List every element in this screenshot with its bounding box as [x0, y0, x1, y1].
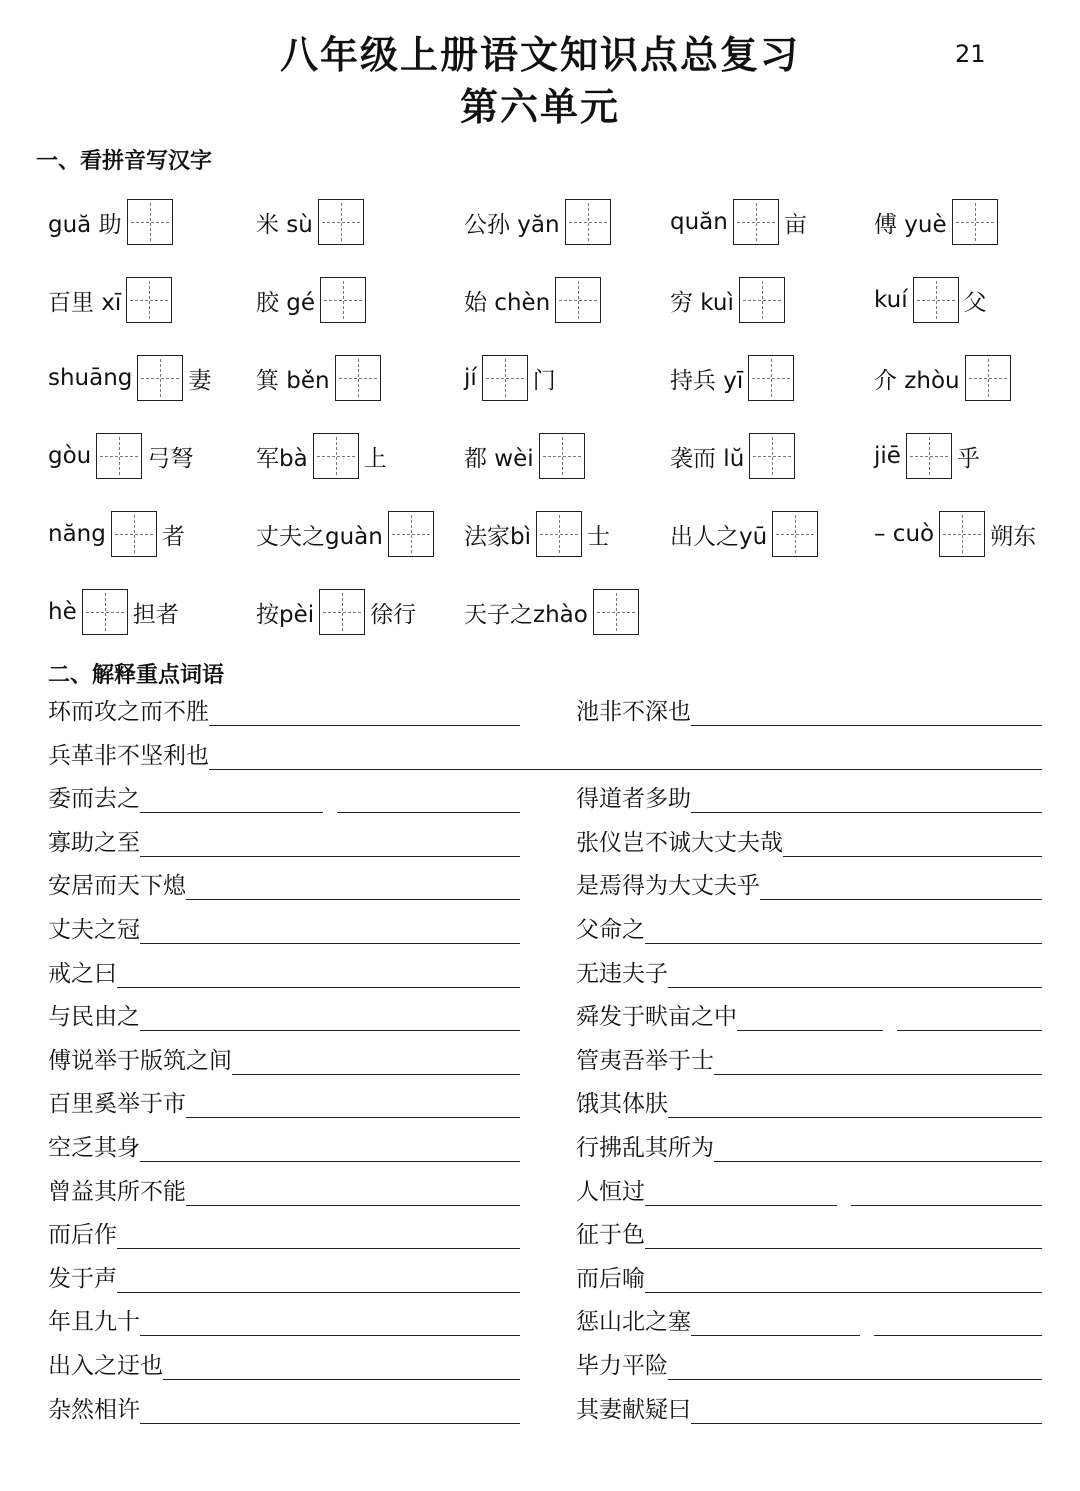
- vocab-phrase: 空乏其身: [48, 1135, 140, 1161]
- writing-grid-box[interactable]: [388, 511, 434, 557]
- vocab-item: [48, 1396, 520, 1430]
- vocab-phrase: 饿其体肤: [576, 1091, 668, 1118]
- answer-line[interactable]: [163, 1378, 520, 1380]
- pinyin-prompt: 都 wèi: [464, 445, 534, 472]
- page-subtitle: 第六单元: [459, 85, 620, 129]
- page-title: 八年级上册语文知识点总复习: [279, 33, 800, 77]
- pinyin-item: [254, 432, 389, 480]
- pinyin-prompt: 按pèi: [256, 601, 315, 628]
- pinyin-item: [46, 510, 187, 558]
- answer-line[interactable]: [714, 1073, 1042, 1075]
- writing-grid-box[interactable]: [749, 433, 795, 479]
- vocab-item: [576, 698, 1042, 732]
- pinyin-item: [46, 588, 181, 636]
- vocab-phrase: 是焉得为大丈夫乎: [576, 873, 760, 900]
- writing-grid-box[interactable]: [555, 277, 601, 323]
- section-heading-pinyin: 一、看拼音写汉字: [36, 149, 213, 174]
- writing-grid-box[interactable]: [913, 277, 959, 323]
- vocab-item: [48, 785, 520, 819]
- vocab-phrase: 而后作: [48, 1222, 117, 1249]
- pinyin-suffix: 徐行: [370, 601, 417, 628]
- pinyin-item: [46, 276, 175, 324]
- pinyin-suffix: 士: [587, 523, 610, 550]
- vocab-phrase: 舜发于畎亩之中: [576, 1004, 737, 1031]
- vocab-item: [48, 698, 520, 732]
- answer-line[interactable]: [117, 1291, 520, 1293]
- writing-grid-box[interactable]: [748, 355, 794, 401]
- answer-line[interactable]: [117, 986, 520, 988]
- writing-grid-box[interactable]: [320, 277, 366, 323]
- vocab-item: [48, 742, 1042, 776]
- pinyin-item: [668, 198, 809, 246]
- pinyin-item: [254, 354, 384, 402]
- pinyin-item: [668, 432, 798, 480]
- pinyin-prompt: quăn: [670, 209, 728, 235]
- pinyin-item: [668, 510, 821, 558]
- answer-line[interactable]: [645, 1247, 1042, 1249]
- writing-grid-box[interactable]: [482, 355, 528, 401]
- pinyin-prompt: – cuò: [874, 521, 935, 547]
- pinyin-item: [254, 198, 367, 246]
- answer-line[interactable]: [691, 811, 1042, 813]
- answer-line[interactable]: [140, 942, 520, 944]
- writing-grid-box[interactable]: [318, 199, 364, 245]
- writing-grid-box[interactable]: [111, 511, 157, 557]
- writing-grid-box[interactable]: [536, 511, 582, 557]
- pinyin-suffix: 弓弩: [147, 445, 194, 472]
- vocab-item: [48, 872, 520, 906]
- pinyin-item: [462, 276, 604, 324]
- pinyin-prompt: shuāng: [48, 365, 133, 391]
- vocab-phrase: 寡助之至: [48, 829, 140, 856]
- vocab-item: [576, 1352, 1042, 1386]
- vocab-phrase: 傅说举于版筑之间: [48, 1047, 232, 1074]
- writing-grid-box[interactable]: [739, 277, 785, 323]
- section-heading-vocab: 二、解释重点词语: [48, 663, 225, 688]
- pinyin-prompt: 丈夫之guàn: [256, 523, 383, 550]
- pinyin-item: [872, 432, 982, 480]
- answer-line[interactable]: [337, 811, 520, 813]
- answer-line[interactable]: [140, 1334, 520, 1336]
- vocab-phrase: 人恒过: [576, 1178, 645, 1205]
- writing-grid-box[interactable]: [335, 355, 381, 401]
- page-number: 21: [955, 40, 986, 68]
- pinyin-suffix: 父: [963, 289, 987, 316]
- vocab-phrase: 出入之迂也: [48, 1353, 163, 1379]
- vocab-item: [576, 1265, 1042, 1299]
- vocab-item: [576, 785, 1042, 819]
- pinyin-prompt: 穷 kuì: [670, 289, 734, 316]
- pinyin-suffix: 妻: [188, 367, 212, 394]
- answer-line[interactable]: [140, 1160, 520, 1162]
- pinyin-item: [872, 510, 1038, 558]
- answer-line[interactable]: [714, 1160, 1042, 1162]
- vocab-phrase: 与民由之: [48, 1004, 140, 1031]
- pinyin-item: [872, 276, 989, 324]
- vocab-phrase: 发于声: [48, 1265, 117, 1292]
- writing-grid-box[interactable]: [319, 589, 365, 635]
- answer-line[interactable]: [140, 811, 323, 813]
- pinyin-prompt: gòu: [48, 443, 92, 469]
- vocab-item: [576, 1308, 1042, 1342]
- pinyin-item: [462, 432, 588, 480]
- answer-line[interactable]: [691, 724, 1042, 726]
- vocab-phrase: 无违夫子: [576, 960, 668, 987]
- pinyin-prompt: 百里 xī: [48, 289, 122, 316]
- vocab-item: [576, 1047, 1042, 1081]
- writing-grid-box[interactable]: [96, 433, 142, 479]
- vocab-phrase: 毕力平险: [576, 1353, 668, 1379]
- answer-line[interactable]: [186, 1204, 520, 1206]
- vocab-item: [576, 916, 1042, 950]
- pinyin-item: [462, 510, 612, 558]
- vocab-phrase: 委而去之: [48, 786, 140, 813]
- vocab-phrase: 其妻献疑曰: [576, 1396, 691, 1423]
- writing-grid-box[interactable]: [939, 511, 985, 557]
- answer-line[interactable]: [691, 1422, 1042, 1424]
- vocab-phrase: 父命之: [576, 917, 645, 943]
- answer-line[interactable]: [209, 724, 520, 726]
- answer-line[interactable]: [209, 768, 1042, 770]
- vocab-item: [576, 1003, 1042, 1037]
- vocab-phrase: 池非不深也: [576, 699, 691, 725]
- answer-line[interactable]: [186, 1116, 520, 1118]
- vocab-phrase: 环而攻之而不胜: [48, 699, 209, 725]
- vocab-item: [48, 1178, 520, 1212]
- writing-grid-box[interactable]: [733, 199, 779, 245]
- answer-line[interactable]: [668, 986, 1042, 988]
- vocab-item: [48, 1352, 520, 1386]
- pinyin-suffix: 乎: [956, 445, 980, 472]
- pinyin-prompt: guă 助: [48, 211, 122, 238]
- vocab-item: [576, 960, 1042, 994]
- pinyin-prompt: 袭而 lŭ: [670, 445, 745, 472]
- writing-grid-box[interactable]: [952, 199, 998, 245]
- pinyin-item: [46, 432, 195, 480]
- pinyin-prompt: 米 sù: [256, 211, 313, 238]
- vocab-item: [48, 1265, 520, 1299]
- answer-line[interactable]: [760, 898, 1042, 900]
- pinyin-prompt: kuí: [874, 287, 908, 313]
- pinyin-prompt: 始 chèn: [464, 289, 551, 316]
- vocab-phrase: 行拂乱其所为: [576, 1135, 714, 1161]
- vocab-item: [576, 1090, 1042, 1124]
- pinyin-prompt: hè: [48, 599, 77, 625]
- pinyin-suffix: 亩: [783, 211, 807, 238]
- answer-line[interactable]: [140, 1029, 520, 1031]
- answer-line[interactable]: [737, 1029, 883, 1031]
- vocab-item: [48, 916, 520, 950]
- vocab-item: [48, 1308, 520, 1342]
- writing-grid-box[interactable]: [772, 511, 818, 557]
- vocab-item: [48, 1221, 520, 1255]
- answer-line[interactable]: [232, 1073, 520, 1075]
- writing-grid-box[interactable]: [127, 199, 173, 245]
- pinyin-suffix: 担者: [132, 601, 179, 628]
- answer-line[interactable]: [783, 855, 1042, 857]
- vocab-phrase: 曾益其所不能: [48, 1178, 186, 1205]
- pinyin-item: [668, 276, 788, 324]
- answer-line[interactable]: [874, 1334, 1043, 1336]
- answer-line[interactable]: [645, 1291, 1042, 1293]
- answer-line[interactable]: [897, 1029, 1043, 1031]
- pinyin-item: [872, 354, 1014, 402]
- vocab-phrase: 百里奚举于市: [48, 1091, 186, 1118]
- vocab-item: [48, 1047, 520, 1081]
- pinyin-prompt: jí: [464, 365, 477, 391]
- answer-line[interactable]: [851, 1204, 1043, 1206]
- answer-line[interactable]: [691, 1334, 860, 1336]
- answer-line[interactable]: [645, 942, 1042, 944]
- vocab-item: [576, 829, 1042, 863]
- vocab-phrase: 征于色: [576, 1222, 645, 1249]
- pinyin-prompt: 介 zhòu: [874, 367, 960, 394]
- writing-grid-box[interactable]: [82, 589, 128, 635]
- vocab-phrase: 丈夫之冠: [48, 917, 140, 943]
- vocab-phrase: 得道者多助: [576, 786, 691, 813]
- answer-line[interactable]: [668, 1378, 1042, 1380]
- vocab-item: [48, 829, 520, 863]
- vocab-item: [576, 872, 1042, 906]
- writing-grid-box[interactable]: [539, 433, 585, 479]
- pinyin-item: [462, 198, 614, 246]
- pinyin-suffix: 上: [363, 445, 387, 472]
- vocab-phrase: 惩山北之塞: [576, 1309, 691, 1336]
- pinyin-prompt: 箕 běn: [256, 367, 330, 394]
- pinyin-prompt: 军bà: [256, 445, 308, 472]
- writing-grid-box[interactable]: [126, 277, 172, 323]
- pinyin-item: [254, 588, 418, 636]
- pinyin-prompt: 持兵 yī: [670, 367, 744, 394]
- writing-grid-box[interactable]: [137, 355, 183, 401]
- writing-grid-box[interactable]: [313, 433, 359, 479]
- vocab-item: [576, 1396, 1042, 1430]
- vocab-phrase: 戒之曰: [48, 960, 117, 987]
- pinyin-prompt: năng: [48, 521, 106, 547]
- vocab-phrase: 兵革非不坚利也: [48, 742, 209, 769]
- writing-grid-box[interactable]: [565, 199, 611, 245]
- answer-line[interactable]: [645, 1204, 837, 1206]
- answer-line[interactable]: [140, 1422, 520, 1424]
- pinyin-suffix: 者: [161, 523, 185, 550]
- vocab-item: [576, 1178, 1042, 1212]
- pinyin-prompt: 法家bì: [464, 523, 531, 550]
- pinyin-prompt: 胶 gé: [256, 289, 316, 316]
- pinyin-item: [462, 588, 642, 636]
- vocab-item: [48, 1003, 520, 1037]
- pinyin-item: [254, 276, 369, 324]
- pinyin-prompt: 公孙 yăn: [464, 211, 560, 238]
- pinyin-item: [46, 198, 176, 246]
- vocab-item: [48, 1090, 520, 1124]
- vocab-phrase: 张仪岂不诚大丈夫哉: [576, 829, 783, 856]
- writing-grid-box[interactable]: [906, 433, 952, 479]
- vocab-phrase: 安居而天下熄: [48, 873, 186, 900]
- pinyin-item: [668, 354, 797, 402]
- vocab-phrase: 杂然相许: [48, 1396, 140, 1423]
- pinyin-prompt: 天子之zhào: [464, 601, 588, 628]
- answer-line[interactable]: [117, 1247, 520, 1249]
- answer-line[interactable]: [186, 898, 520, 900]
- answer-line[interactable]: [140, 855, 520, 857]
- vocab-phrase: 管夷吾举于士: [576, 1047, 714, 1074]
- pinyin-item: [254, 510, 437, 558]
- answer-line[interactable]: [668, 1116, 1042, 1118]
- pinyin-item: [46, 354, 213, 402]
- writing-grid-box[interactable]: [593, 589, 639, 635]
- vocab-phrase: 年且九十: [48, 1309, 140, 1336]
- pinyin-prompt: jiē: [874, 443, 901, 469]
- pinyin-suffix: 门: [532, 367, 556, 394]
- pinyin-item: [462, 354, 558, 402]
- pinyin-suffix: 朔东: [990, 523, 1037, 550]
- writing-grid-box[interactable]: [965, 355, 1011, 401]
- vocab-item: [48, 960, 520, 994]
- vocab-item: [576, 1221, 1042, 1255]
- pinyin-prompt: 傅 yuè: [874, 211, 947, 238]
- pinyin-prompt: 出人之yū: [670, 523, 768, 550]
- vocab-item: [48, 1134, 520, 1168]
- pinyin-item: [872, 198, 1001, 246]
- vocab-phrase: 而后喻: [576, 1265, 645, 1292]
- vocab-item: [576, 1134, 1042, 1168]
